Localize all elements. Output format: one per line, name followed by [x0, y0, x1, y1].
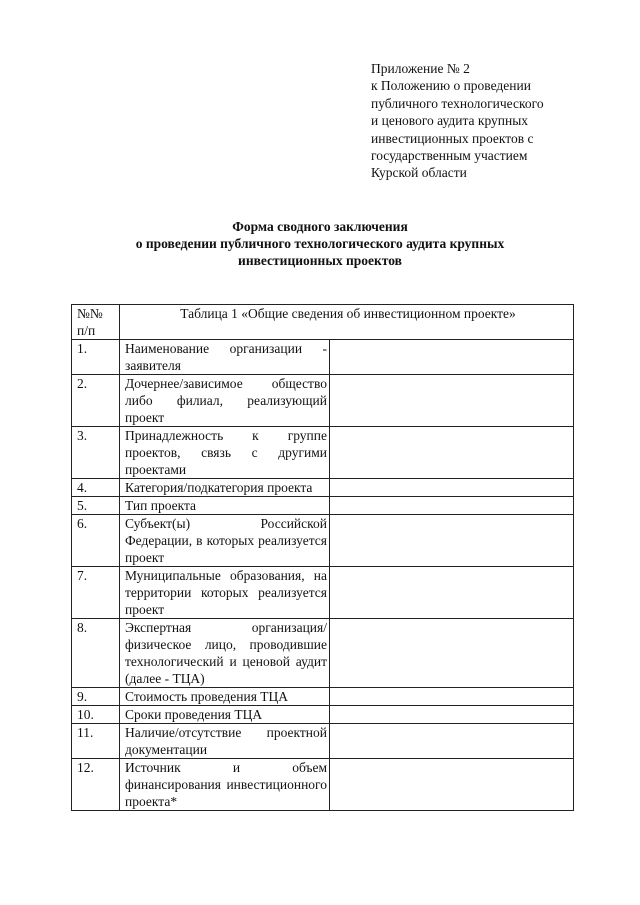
document-title — [60, 218, 580, 269]
row-value-cell[interactable] — [330, 706, 574, 724]
project-info-table — [71, 304, 574, 811]
row-number: 5. — [72, 497, 120, 515]
row-value-cell[interactable] — [330, 479, 574, 497]
row-value-cell[interactable] — [330, 759, 574, 811]
table-row — [72, 515, 574, 567]
row-label: Тип проекта — [120, 497, 330, 515]
table-row — [72, 706, 574, 724]
row-value-cell[interactable] — [330, 724, 574, 759]
row-number: 7. — [72, 567, 120, 619]
row-value-cell[interactable] — [330, 567, 574, 619]
annex-line: к Положению о проведении — [371, 78, 531, 94]
row-value-cell[interactable] — [330, 688, 574, 706]
annex-line: Приложение № 2 — [371, 61, 470, 76]
table-header-row — [72, 305, 574, 340]
title-line: инвестиционных проектов — [238, 253, 402, 268]
row-label: Категория/подкатегория проекта — [120, 479, 330, 497]
row-number: 10. — [72, 706, 120, 724]
table-row — [72, 724, 574, 759]
row-label: Источник и объем финансирования инвестиционного проекта* — [120, 759, 330, 811]
row-label: Сроки проведения ТЦА — [120, 706, 330, 724]
row-label: Экспертная организация/физическое лицо, проводившие технологический и ценовой аудит (далее - ТЦА) — [120, 619, 330, 688]
title-line: о проведении публичного технологического аудита крупных — [135, 236, 505, 251]
annex-reference-block — [371, 60, 611, 182]
row-number: 6. — [72, 515, 120, 567]
row-number: 8. — [72, 619, 120, 688]
annex-line: инвестиционных проектов с — [371, 130, 534, 146]
row-label: Наименование организации - заявителя — [120, 340, 330, 375]
row-label: Наличие/отсутствие проектной документации — [120, 724, 330, 759]
annex-line: и ценового аудита крупных — [371, 113, 529, 129]
row-number: 9. — [72, 688, 120, 706]
row-label: Субъект(ы) Российской Федерации, в которых реализуется проект — [120, 515, 330, 567]
annex-line: публичного технологического — [371, 95, 544, 111]
table-row — [72, 375, 574, 427]
row-number: 1. — [72, 340, 120, 375]
table-row — [72, 340, 574, 375]
row-value-cell[interactable] — [330, 497, 574, 515]
table-row — [72, 619, 574, 688]
row-value-cell[interactable] — [330, 375, 574, 427]
row-label: Муниципальные образования, на территории которых реализуется проект — [120, 567, 330, 619]
row-value-cell[interactable] — [330, 340, 574, 375]
row-number: 4. — [72, 479, 120, 497]
row-label: Дочернее/зависимое общество либо филиал, реализующий проект — [120, 375, 330, 427]
annex-line: Курской области — [371, 165, 467, 181]
row-value-cell[interactable] — [330, 427, 574, 479]
annex-line: государственным участием — [371, 148, 528, 164]
row-number: 11. — [72, 724, 120, 759]
row-label: Стоимость проведения ТЦА — [120, 688, 330, 706]
row-label: Принадлежность к группе проектов, связь с другими проектами — [120, 427, 330, 479]
table-row — [72, 427, 574, 479]
table-row — [72, 759, 574, 811]
table-row — [72, 497, 574, 515]
title-line: Форма сводного заключения — [232, 219, 408, 234]
num-column-header: №№ п/п — [72, 305, 120, 340]
row-number: 2. — [72, 375, 120, 427]
row-number: 3. — [72, 427, 120, 479]
row-number: 12. — [72, 759, 120, 811]
row-value-cell[interactable] — [330, 619, 574, 688]
table-row — [72, 479, 574, 497]
table-row — [72, 567, 574, 619]
table-caption: Таблица 1 «Общие сведения об инвестиционном проекте» — [120, 305, 574, 340]
table-row — [72, 688, 574, 706]
row-value-cell[interactable] — [330, 515, 574, 567]
